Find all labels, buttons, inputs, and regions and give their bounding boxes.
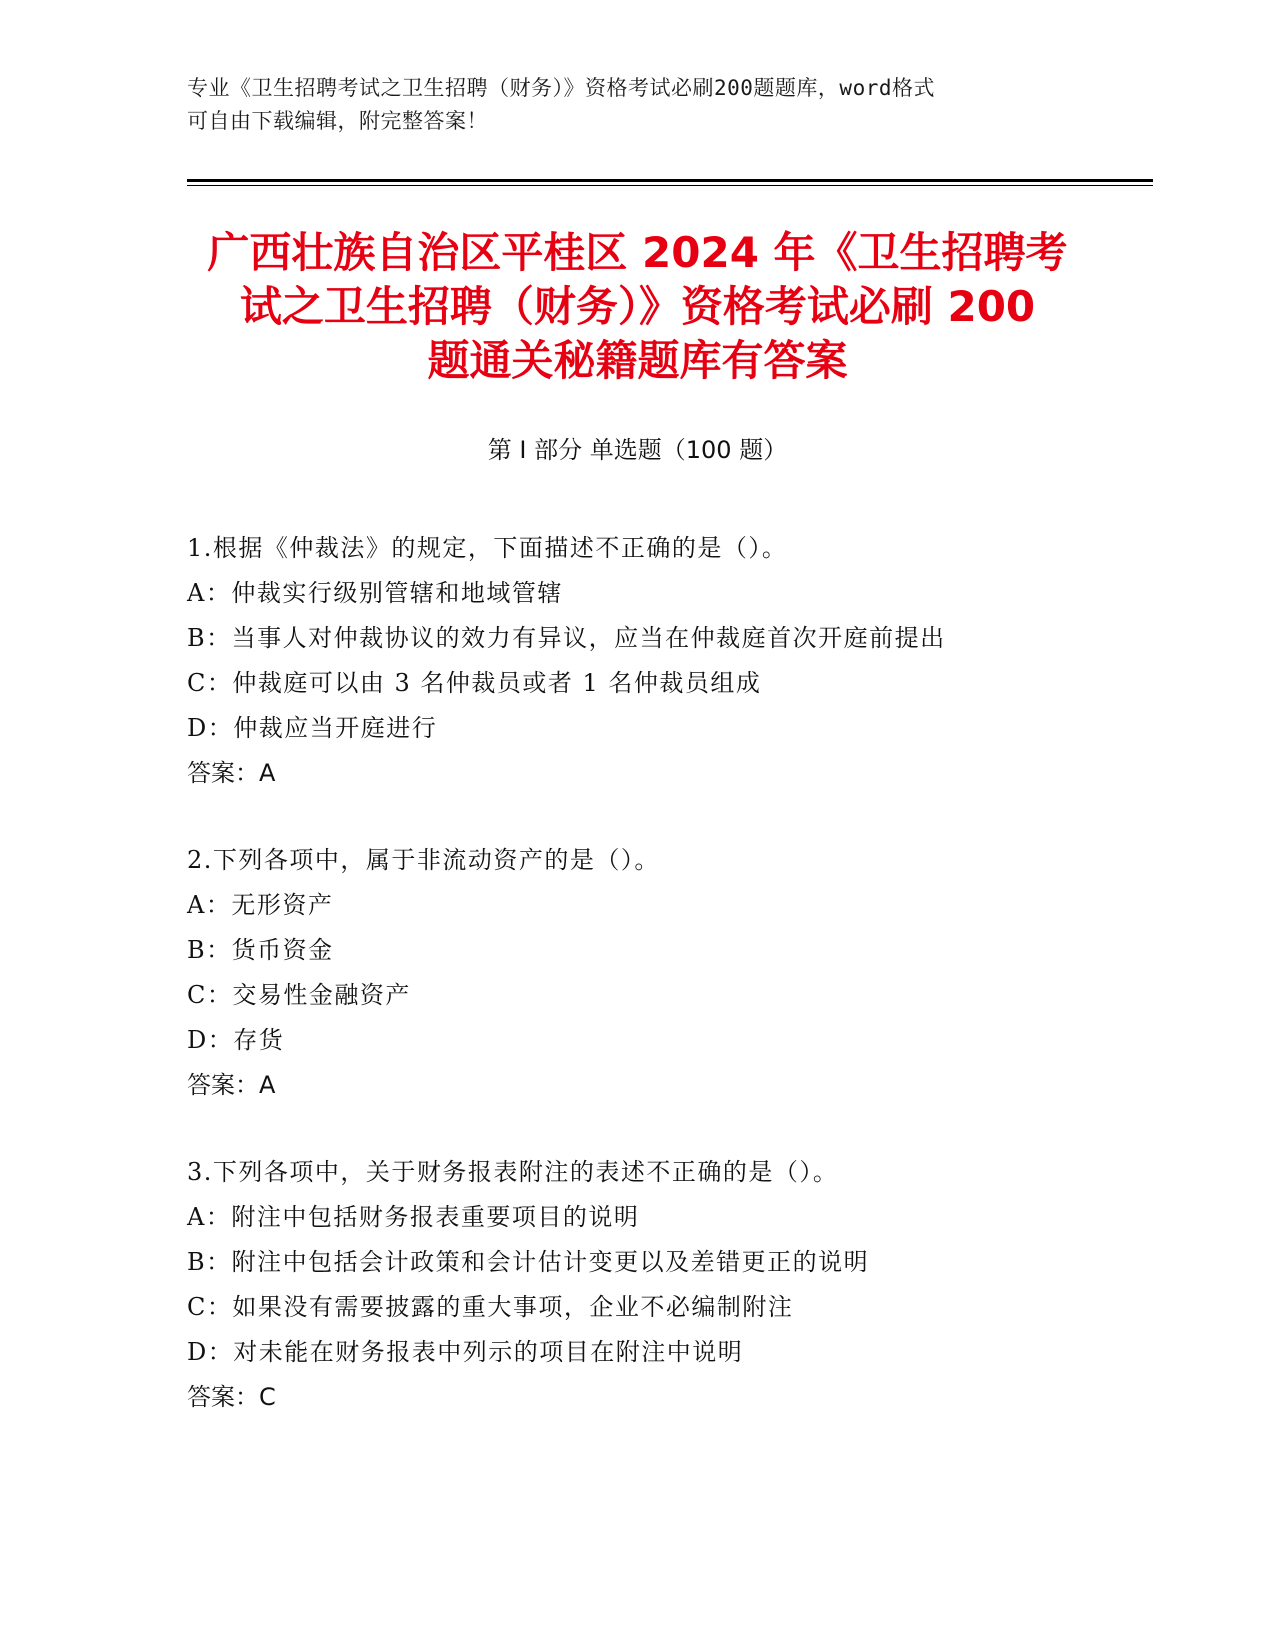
option-a: A：附注中包括财务报表重要项目的说明 [187,1203,640,1231]
option-c: C：仲裁庭可以由 3 名仲裁员或者 1 名仲裁员组成 [187,669,762,697]
option-b: B：当事人对仲裁协议的效力有异议，应当在仲裁庭首次开庭前提出 [187,624,946,652]
question-item [187,1150,1147,1420]
answer-line: 答案：A [187,1071,276,1099]
question-list [187,526,1147,1462]
option-a: A：仲裁实行级别管辖和地域管辖 [187,579,563,607]
question-stem: 1.根据《仲裁法》的规定，下面描述不正确的是（）。 [187,534,788,562]
option-b: B：货币资金 [187,936,334,964]
option-d: D：存货 [187,1026,285,1054]
document-title [150,226,1125,388]
answer-line: 答案：C [187,1383,276,1411]
option-d: D：对未能在财务报表中列示的项目在附注中说明 [187,1338,744,1366]
header-note-line-1: 专业《卫生招聘考试之卫生招聘（财务）》资格考试必刷200题题库，word格式 [187,76,935,100]
question-item [187,526,1147,796]
section-heading: 第 I 部分 单选题（100 题） [487,436,788,464]
document-title-line-2: 试之卫生招聘（财务）》资格考试必刷 200 [239,282,1036,331]
header-divider-thin [187,185,1153,186]
document-title-line-3: 题通关秘籍题库有答案 [427,336,848,385]
option-d: D：仲裁应当开庭进行 [187,714,438,742]
question-stem: 3.下列各项中，关于财务报表附注的表述不正确的是（）。 [187,1158,839,1186]
option-c: C：交易性金融资产 [187,981,411,1009]
question-item [187,838,1147,1108]
option-c: C：如果没有需要披露的重大事项，企业不必编制附注 [187,1293,794,1321]
answer-line: 答案：A [187,759,276,787]
option-a: A：无形资产 [187,891,334,919]
header-note-line-2: 可自由下载编辑，附完整答案！ [187,109,488,133]
question-stem: 2.下列各项中，属于非流动资产的是（）。 [187,846,660,874]
header-divider-thick [187,179,1153,182]
option-b: B：附注中包括会计政策和会计估计变更以及差错更正的说明 [187,1248,870,1276]
header-note [187,72,1087,138]
document-title-line-1: 广西壮族自治区平桂区 2024 年《卫生招聘考 [207,228,1068,277]
